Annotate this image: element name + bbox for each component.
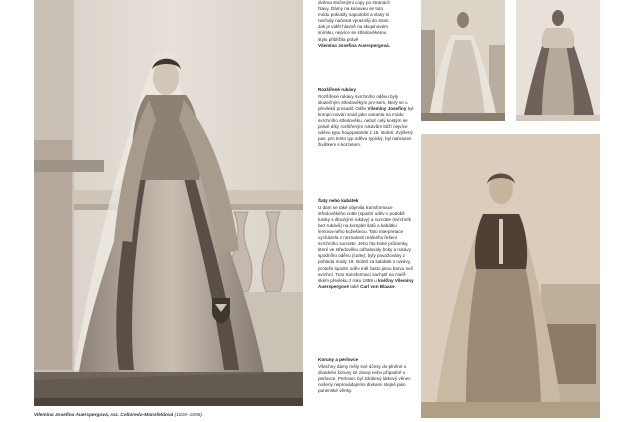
intro-line-6: snímku, nejvíce se středověkému — [318, 30, 387, 36]
intro-paragraph — [318, 0, 414, 49]
sleeves-text-3: z 15. století. Zvýšený pas, pro tento typ oděvu typický, byl nahrazen živůtkem s korzetem. — [318, 130, 413, 148]
section-crowns — [318, 357, 414, 394]
jacket-text-2: (spodní oděv v podobě tuniky s dlouhými rukávy) a — [318, 210, 405, 222]
sleeves-term: houppelande — [341, 130, 369, 136]
jacket-text-1: U dam se také objevila transformace středověkého — [318, 204, 393, 216]
portrait-photo-small-2 — [516, 0, 600, 121]
sleeves-heading: Rozšířené rukávy — [318, 87, 357, 92]
section-sleeves — [318, 87, 414, 148]
jacket-text-6: také — [350, 283, 359, 289]
crown-heading: Koruny a perlovce — [318, 357, 359, 362]
intro-line-4: nechaly načesat výrazněji do stran. — [318, 18, 390, 24]
jacket-text-3: (svrchník bez rukávů) na komplet šatů a kabátku lemova-ného kožešinou. Tato interpretace vycházela z neznalosti reálného řešení svrchního — [318, 216, 411, 247]
jacket-term-cotte: cotte — [346, 210, 357, 216]
section-jacket — [318, 198, 414, 290]
jacket-painter-name: Carl von Blaase — [360, 283, 395, 289]
jacket-heading: Šaty nebo kabátek — [318, 198, 359, 203]
portrait-photo-large-right — [421, 134, 600, 418]
jacket-person-name: kněžny Vilemíny Auerspergové — [318, 277, 414, 289]
jacket-text-7: . — [394, 283, 396, 289]
jacket-body — [318, 205, 414, 290]
crown-body: Všechny dámy měly své účesy do-plněné o divadelní koruny se závoji nebo případně o perlovce. Perlovec byl zdobený látkový věnec nošený neprovádajními divkami stejně jako panenské věnky. — [318, 363, 411, 393]
jacket-text-5: , byly považovány z pohledu módy 19. století za kabátek s rukávy, protože spodní oděv měl často jinou barvu než svrchní. Tuto transformaci zachytil na malíř-ském převleku z roku 1859 u — [318, 253, 413, 283]
sleeves-text-2: byl kompo-nován snad jako varianta na módu svrchního středověku, neboť celý kostým se právě díky rozšířeným rukávům blíží nejvíce oděvu typu — [318, 105, 414, 136]
sleeves-text-1: Rozšířené rukávy svrchního oděvu byly skutečným středověkým prv-kem, který se u převleků prosadil. Oděv — [318, 93, 408, 111]
portrait-photo-small-1 — [421, 0, 505, 121]
intro-person-name: Vilemína Josefina Auerspergová. — [318, 42, 390, 48]
sleeves-person-name: Vilemíny Josefiny — [367, 105, 407, 111]
jacket-term-surcotte-2: surcotte — [339, 241, 356, 247]
photo-caption — [34, 413, 334, 418]
intro-line-5: Jak je vidět hlavně na skupinovém — [318, 24, 388, 30]
intro-line-2: hlavy. Dámy na kanaveu se tuto — [318, 6, 384, 12]
jacket-term-surcotte: surcotte — [374, 216, 392, 222]
caption-name: Vilemína Josefina Auerspergová, roz. Colloredo-Mansfeldová — [34, 413, 174, 418]
intro-line-3: módu pokusily napodobit a vlasy si — [318, 12, 389, 18]
sleeves-body — [318, 94, 414, 149]
intro-line-1: dvěma stočenými copy po stranách — [318, 0, 391, 5]
jacket-term-cotte-2: (cotte) — [351, 253, 366, 259]
main-portrait-photo — [34, 0, 303, 406]
caption-years: (1826–1898). — [174, 413, 204, 418]
jacket-text-4: . Jeho hlu-boké průramky, které ve středověku odhalovaly boky a rukávy spodního oděvu — [318, 241, 411, 259]
intro-line-7: stylu přiblížila právě — [318, 36, 359, 42]
